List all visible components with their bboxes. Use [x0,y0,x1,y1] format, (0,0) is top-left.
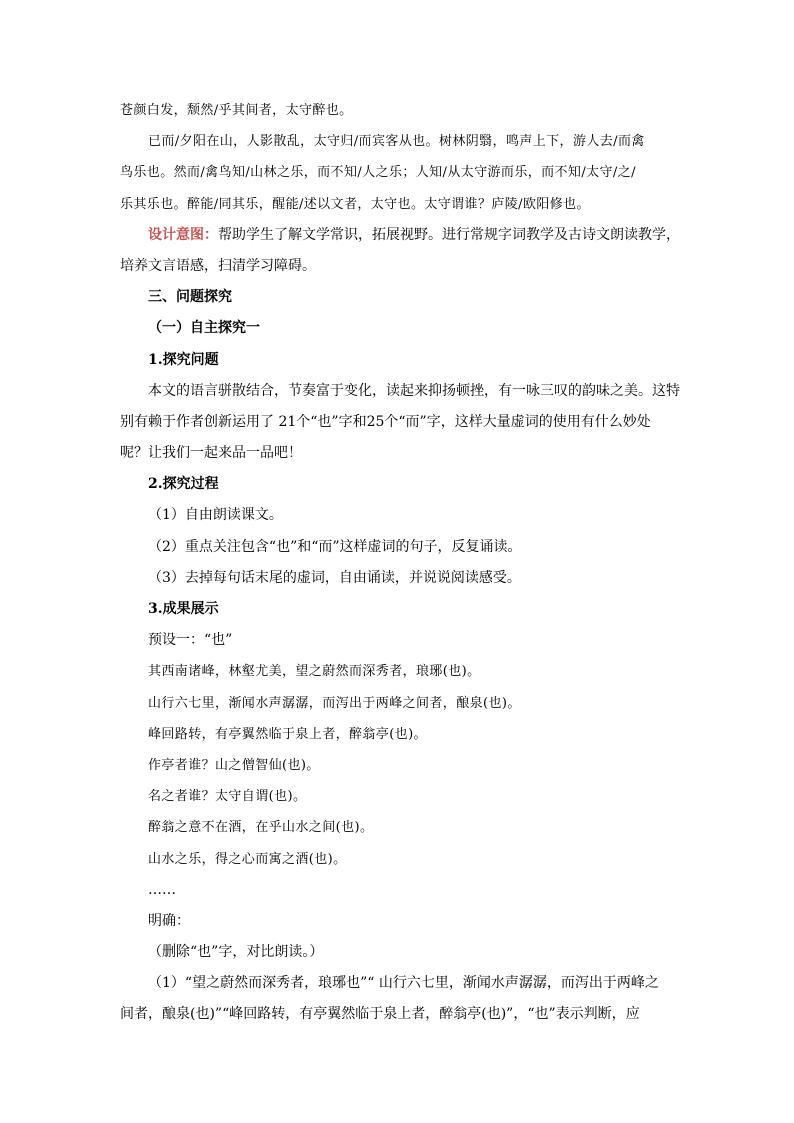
process-step: （2）重点关注包含“也”和“而”这样虚词的句子，反复诵读。 [148,538,522,555]
process-heading: 2.探究过程 [148,476,219,493]
problem-text-line: 别有赖于作者创新运用了 21个“也”字和25个“而”字，这样大量虚词的使用有什么妙处 [120,413,651,430]
clarify-note: （删除“也”字，对比朗读。） [148,944,324,961]
problem-heading: 1.探究问题 [148,351,219,368]
section-heading: 三、问题探究 [148,289,232,306]
clarify-label: 明确： [148,912,190,929]
example-sentence: 其西南诸峰，林壑尤美，望之蔚然而深秀者，琅琊(也)。 [148,664,481,680]
example-sentence: 作亭者谁？山之僧智仙(也)。 [148,757,320,773]
subsection-heading: （一）自主探究一 [148,320,260,337]
preset-label: 预设一：“也” [148,632,233,649]
process-step: （1）自由朗读课文。 [148,507,283,524]
problem-text-line: 本文的语言骈散结合，节奏富于变化，读起来抑扬顿挫，有一咏三叹的韵味之美。这特 [148,382,680,399]
design-intent-text: 帮助学生了解文学常识，拓展视野。进行常规字词教学及古诗文朗读教学， [218,226,680,243]
design-intent-paragraph [120,220,694,251]
example-sentence: 山水之乐，得之心而寓之酒(也)。 [148,851,347,867]
example-sentence: 山行六七里，渐闻水声潺潺，而泻出于两峰之间者，酿泉(也)。 [148,695,521,711]
problem-text-line: 呢？让我们一起来品一品吧！ [120,445,302,462]
ellipsis: …… [148,881,176,898]
process-step: （3）去掉每句话末尾的虚词，自由诵读，并说说阅读感受。 [148,569,521,586]
results-heading: 3.成果展示 [148,601,219,617]
example-sentence: 峰回路转，有亭翼然临于泉上者，醉翁亭(也)。 [148,726,427,742]
explanation-line: （1）“望之蔚然而深秀者，琅琊也”“ 山行六七里，渐闻水声潺潺，而泻出于两峰之 [148,975,659,992]
example-sentence: 醉翁之意不在酒，在乎山水之间(也)。 [148,820,374,836]
design-intent-continuation: 培养文言语感，扫清学习障碍。 [120,257,316,274]
design-intent-label: 设计意图： [148,226,218,243]
passage-line: 鸟乐也。然而/禽鸟知/山林之乐，而不知/人之乐；人知/从太守游而乐，而不知/太守/之/ [120,165,636,181]
passage-line: 苍颜白发，颓然/乎其间者，太守醉也。 [120,103,353,118]
explanation-line: 间者，酿泉(也)”“峰回路转，有亭翼然临于泉上者，醉翁亭(也)”，“也”表示判断，应 [120,1006,640,1023]
passage-line: 已而/夕阳在山，人影散乱，太守归/而宾客从也。树林阴翳，鸣声上下，游人去/而禽 [148,134,645,150]
example-sentence: 名之者谁？太守自谓(也)。 [148,789,307,805]
passage-line: 乐其乐也。醉能/同其乐，醒能/述以文者，太守也。太守谓谁？庐陵/欧阳修也。 [120,196,590,212]
